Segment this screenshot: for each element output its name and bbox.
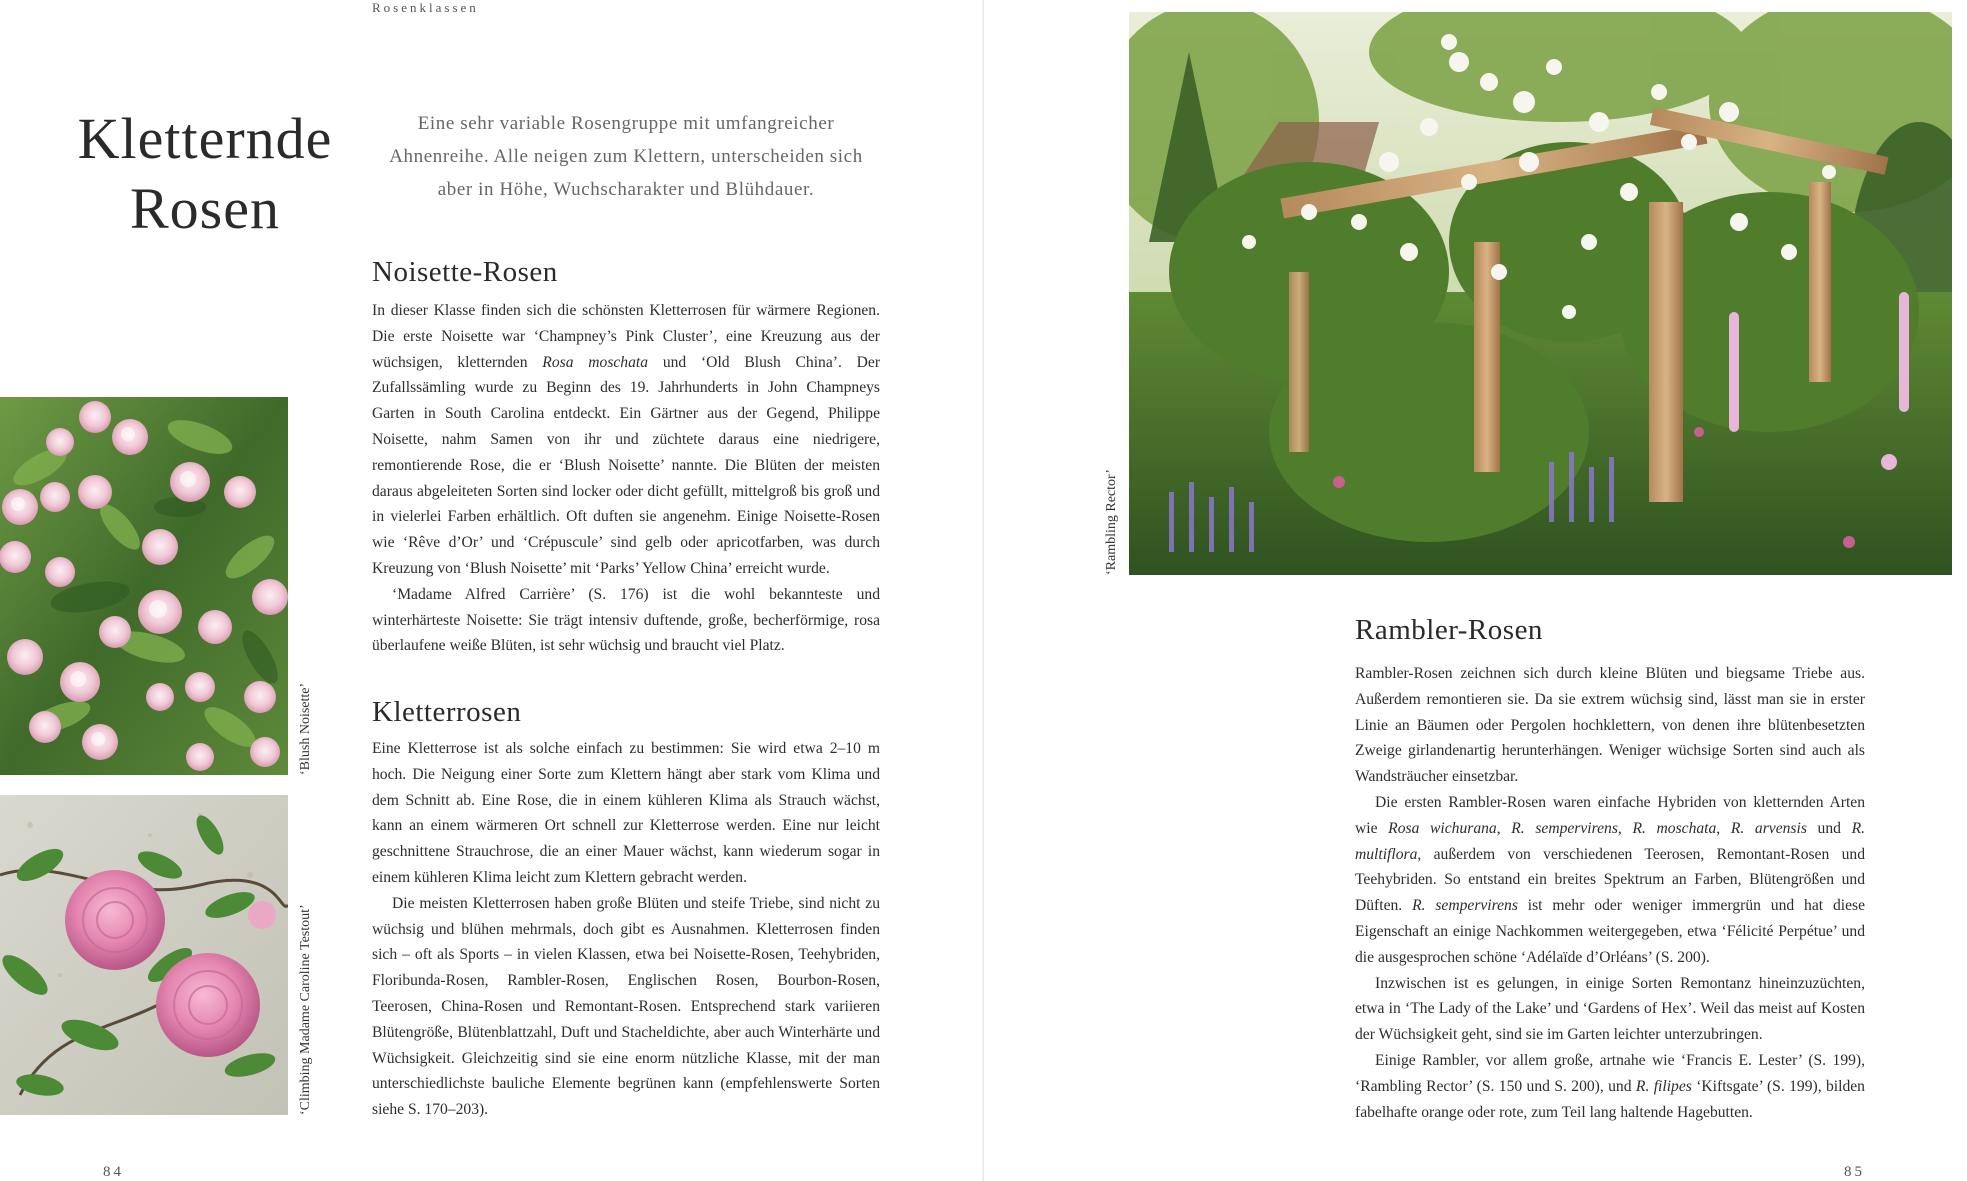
left-page (0, 0, 983, 1181)
title-line-2: Rosen (130, 176, 280, 241)
title-line-1: Kletternde (77, 106, 333, 171)
text-noisette (372, 298, 880, 659)
paragraph: Inzwischen ist es gelungen, in einige Sorten Remontanz hineinzuzüchten, etwa in ‘The Lady of the Lake’ und ‘Gardens of Hex’. Weil das meist auf Kosten der Wüchsigkeit geht, sind sie im Garten leichter unterzubringen. (1355, 974, 1865, 1044)
page-title (60, 104, 350, 244)
intro-text (372, 107, 880, 206)
photo-rambling-rector (1129, 12, 1952, 575)
intro-line: Ahnenreihe. Alle neigen zum Klettern, unterscheiden sich (389, 146, 863, 167)
paragraph: Eine Kletterrose ist als solche einfach zu bestimmen: Sie wird etwa 2–10 m hoch. Die Neigung einer Sorte zum Klettern hängt aber stark vom Klima und dem Schnitt ab. Eine Rose, die in einem kühleren Klima als Strauch wächst, kann an einem wärmeren Ort schnell zur Kletterrose werden. Eine nur leicht geschnittene Strauchrose, die an einer Mauer wächst, kann wiederum sogar in einem kühleren Klima leicht zum Klettern gebracht werden. (372, 740, 880, 886)
caption-blush-noisette: ‘Blush Noisette’ (298, 682, 313, 775)
paragraph: Die ersten Rambler-Rosen waren einfache Hybriden von kletternden Arten wie Rosa wichurana, R. sempervirens, R. moschata, R. arvensis und R. multiflora, außerdem von verschiedenen Teerosen, Remontant-Rosen und Teehybriden. So entstand ein breites Spektrum an Farben, Blütengrößen und Düften. R. sempervirens ist mehr oder weniger immergrün und hat diese Eigenschaft an einige Nachkommen weitergegeben, etwa ‘Félicité Perpétue’ und die ausgesprochen schöne ‘Adélaïde d’Orléans’ (S. 200). (1355, 793, 1866, 966)
paragraph: ‘Madame Alfred Carrière’ (S. 176) ist die wohl bekannteste und winterhärteste Noisette: Sie trägt intensiv duftende, große, becherförmige, rosa überlaufene weiße Blüten, ist sehr wüchsig und braucht viel Platz. (372, 585, 880, 655)
photo-caroline-testout (0, 795, 288, 1115)
caption-caroline-testout: ‘Climbing Madame Caroline Testout’ (298, 904, 313, 1115)
heading-rambler: Rambler-Rosen (1355, 614, 1543, 646)
caption-rambling-rector: ‘Rambling Rector’ (1104, 469, 1119, 575)
text-rambler (1355, 661, 1865, 1125)
paragraph: In dieser Klasse finden sich die schönsten Kletterrosen für wärmere Regionen. Die erste Noisette war ‘Champney’s Pink Cluster’, eine Kreuzung aus der wüchsigen, kletternden Rosa moschata und ‘Old Blush China’. Der Zufallssämling wurde zu Beginn des 19. Jahrhunderts in John Champneys Garten in South Carolina entdeckt. Ein Gärtner aus der Gegend, Philippe Noisette, nahm Samen von ihr und züchtete daraus eine niedrigere, remontierende Rose, die er ‘Blush Noisette’ nannte. Die Blüten der meisten daraus abgeleiteten Sorten sind locker oder dicht gefüllt, mittelgroß bis groß und in vielerlei Farben erhältlich. Oft duften sie angenehm. Einige Noisette-Rosen wie ‘Rêve d’Or’ und ‘Crépuscule’ sind gelb oder apricotfarben, was durch Kreuzung von ‘Blush Noisette’ mit ‘Parks’ Yellow China’ erreicht wurde. (372, 302, 881, 577)
paragraph: Rambler-Rosen zeichnen sich durch kleine Blüten und biegsame Triebe aus. Außerdem remontieren sie. Da sie extrem wüchsig sind, lässt man sie in erster Linie an Bäumen oder Pergolen hochklettern, von denen ihre blütenbesetzten Zweige girlandenartig herunterhängen. Weniger wüchsige Sorten sind auch als Wandsträucher einsetzbar. (1355, 665, 1865, 786)
pergola-garden-image (1129, 12, 1952, 575)
paragraph: Einige Rambler, vor allem große, artnahe wie ‘Francis E. Lester’ (S. 199), ‘Rambling Rector’ (S. 150 und S. 200), und R. filipes ‘Kiftsgate’ (S. 199), bilden fabelhafte orange oder rote, zum Teil lang haltende Hagebutten. (1355, 1051, 1865, 1121)
photo-blush-noisette (0, 397, 288, 775)
page-number-right: 85 (1844, 1164, 1865, 1180)
right-page (984, 0, 1967, 1181)
page-number-left: 84 (103, 1164, 124, 1180)
blush-noisette-image (0, 397, 288, 775)
paragraph: Die meisten Kletterrosen haben große Blüten und steife Triebe, sind nicht zu wüchsig und blühen mehrmals, doch gibt es Ausnahmen. Kletterrosen finden sich – oft als Sports – in vielen Klassen, etwa bei Noisette-Rosen, Teehybriden, Floribunda-Rosen, Rambler-Rosen, Englischen Rosen, Bourbon-Rosen, Teerosen, China-Rosen und Remontant-Rosen. Entsprechend stark variieren Blütengröße, Blütenblattzahl, Duft und Stacheldichte, aber auch Winterhärte und Wüchsigkeit. Gleichzeitig sind sie eine enorm nützliche Klasse, mit der man unterschiedlichste bauliche Elemente begrünen kann (empfehlenswerte Sorten siehe S. 170–203). (372, 894, 880, 1119)
text-kletterrosen (372, 736, 880, 1123)
heading-kletterrosen: Kletterrosen (372, 696, 522, 728)
running-head: Rosenklassen (372, 0, 479, 15)
caroline-testout-image (0, 795, 288, 1115)
heading-noisette: Noisette-Rosen (372, 256, 558, 288)
intro-line: Eine sehr variable Rosengruppe mit umfangreicher (417, 113, 835, 134)
intro-line: aber in Höhe, Wuchscharakter und Blühdauer. (437, 179, 815, 200)
